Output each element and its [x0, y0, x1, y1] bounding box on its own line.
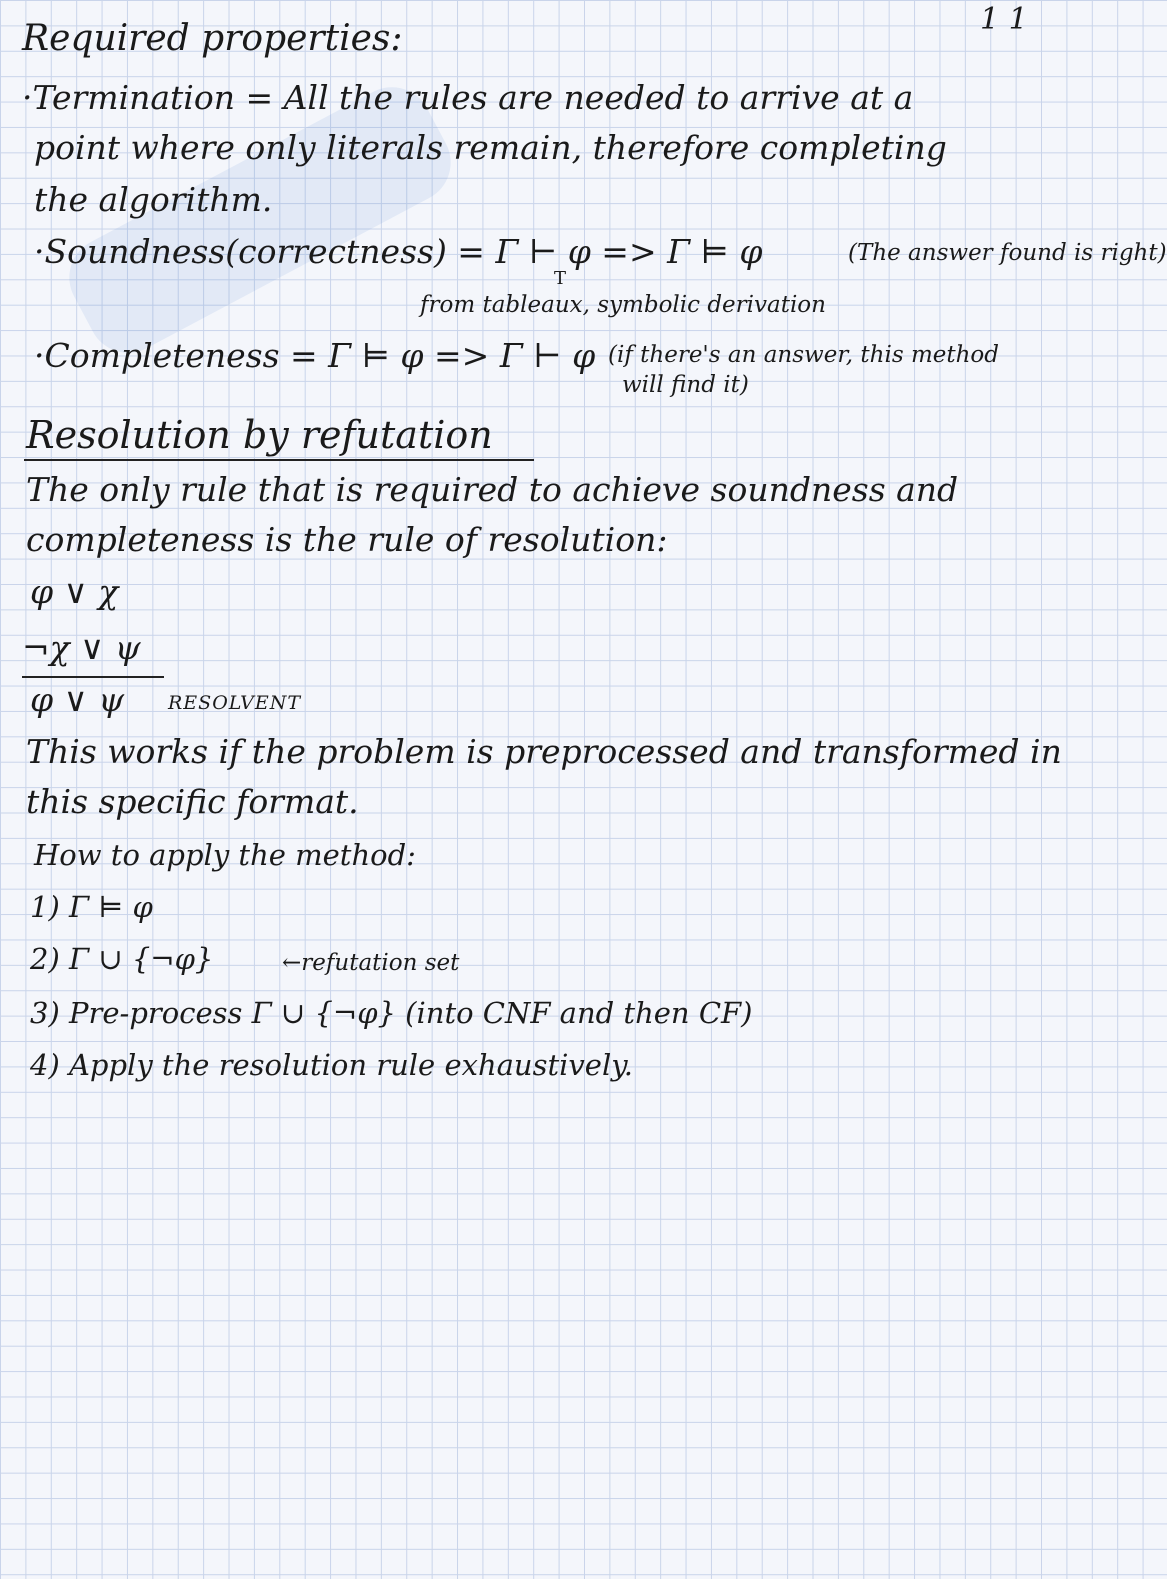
page-number: 1 1 [980, 2, 1028, 37]
premise-1: φ ∨ χ [30, 572, 119, 611]
completeness-note-2: will find it) [622, 372, 749, 398]
termination-line-1: ·Termination = All the rules are needed to arrive at a [22, 78, 914, 117]
works-line-1: This works if the problem is preprocessed and transformed in [26, 732, 1062, 771]
inference-line [22, 676, 164, 678]
premise-2: ¬χ ∨ ψ [22, 628, 141, 667]
step-3: 3) Pre-process Γ ∪ {¬φ} (into CNF and then CF) [30, 996, 753, 1030]
termination-line-2: point where only literals remain, therefore completing [34, 128, 947, 167]
resolution-text-1: The only rule that is required to achieve soundness and [26, 470, 959, 509]
step-2-note: ←refutation set [282, 950, 460, 976]
completeness-line: ·Completeness = Γ ⊨ φ => Γ ⊢ φ [34, 336, 596, 375]
soundness-note: (The answer found is right) [848, 240, 1167, 266]
soundness-tableaux-symbol: T [554, 268, 567, 289]
soundness-subnote: from tableaux, symbolic derivation [420, 292, 826, 318]
works-line-2: this specific format. [26, 782, 359, 821]
how-to-apply: How to apply the method: [34, 838, 416, 872]
step-1: 1) Γ ⊨ φ [30, 890, 153, 924]
resolution-text-2: completeness is the rule of resolution: [26, 520, 668, 559]
resolvent-label: RESOLVENT [168, 692, 302, 714]
conclusion: φ ∨ ψ [30, 680, 125, 719]
required-properties-title: Required properties: [22, 18, 403, 59]
termination-line-3: the algorithm. [34, 180, 273, 219]
step-2: 2) Γ ∪ {¬φ} [30, 942, 214, 976]
step-4: 4) Apply the resolution rule exhaustively. [30, 1048, 633, 1082]
resolution-heading: Resolution by refutation [26, 413, 493, 457]
soundness-line: ·Soundness(correctness) = Γ ⊢ φ => Γ ⊨ φ [34, 232, 763, 271]
completeness-note-1: (if there's an answer, this method [608, 342, 999, 368]
heading-underline [24, 459, 534, 461]
